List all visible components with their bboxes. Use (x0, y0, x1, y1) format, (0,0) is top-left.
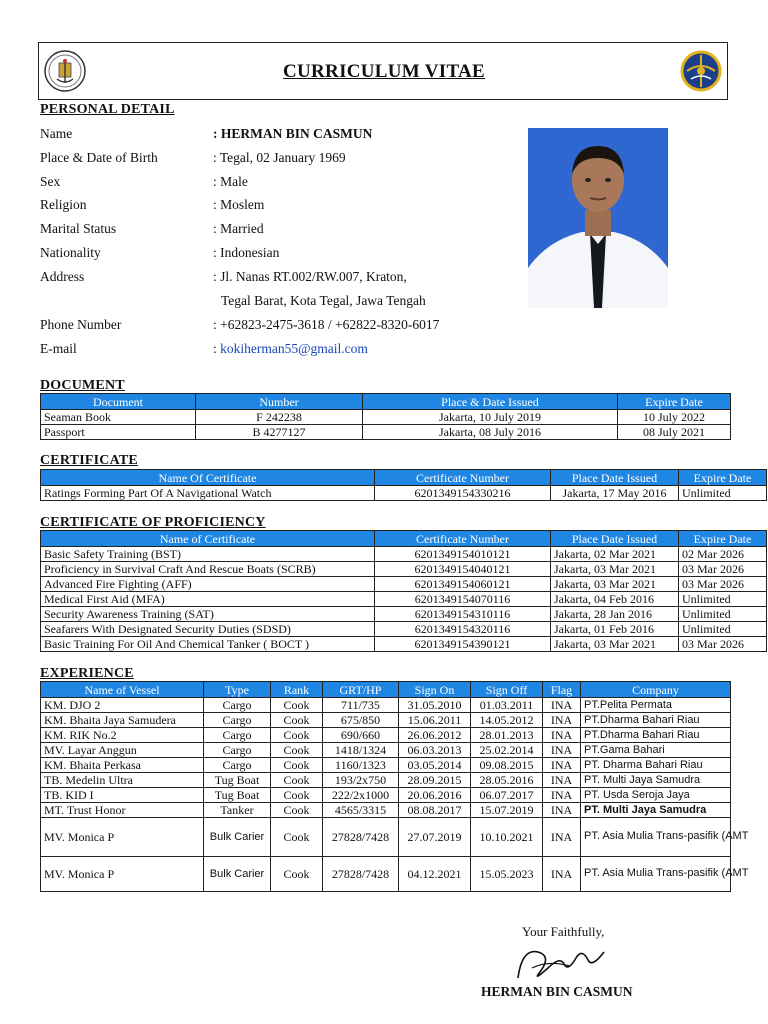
table-cell: Cargo (204, 713, 271, 728)
table-cell: Cook (271, 713, 323, 728)
col-header: Number (196, 394, 363, 410)
table-row (41, 410, 731, 425)
signatory-name: HERMAN BIN CASMUN (481, 984, 633, 999)
table-cell: 675/850 (323, 713, 399, 728)
table-cell: PT. Dharma Bahari Riau (581, 758, 731, 773)
col-header: Sign Off (471, 682, 543, 698)
table-cell: INA (543, 788, 581, 803)
table-cell: Cook (271, 818, 323, 857)
table-cell: INA (543, 773, 581, 788)
table-cell: Proficiency in Survival Craft And Rescue Boats (SCRB) (41, 562, 375, 577)
table-cell: 6201349154070116 (375, 592, 551, 607)
table-cell: 15.06.2011 (399, 713, 471, 728)
table-cell: INA (543, 728, 581, 743)
table-cell: Cargo (204, 698, 271, 713)
label-address: Address (40, 269, 85, 284)
table-cell: Jakarta, 08 July 2016 (363, 425, 618, 440)
table-cell: Cargo (204, 758, 271, 773)
table-cell: 01.03.2011 (471, 698, 543, 713)
value-religion: : Moslem (213, 197, 265, 212)
value-marital-status: : Married (213, 221, 264, 236)
table-cell: Cargo (204, 743, 271, 758)
table-cell: 31.05.2010 (399, 698, 471, 713)
section-title-document: DOCUMENT (40, 378, 125, 393)
table-cell: MT. Trust Honor (41, 803, 204, 818)
table-cell: INA (543, 818, 581, 857)
col-header: Type (204, 682, 271, 698)
table-cell: 25.02.2014 (471, 743, 543, 758)
table-cell: KM. RIK No.2 (41, 728, 204, 743)
email-prefix: : (213, 341, 221, 356)
table-cell: 6201349154040121 (375, 562, 551, 577)
table-cell: INA (543, 713, 581, 728)
profile-photo (528, 128, 668, 308)
table-cell: TB. KID I (41, 788, 204, 803)
col-header: Certificate Number (375, 470, 551, 486)
table-row (41, 622, 767, 637)
table-cell: 08.08.2017 (399, 803, 471, 818)
table-cell: 03 Mar 2026 (679, 562, 767, 577)
signature (508, 938, 618, 986)
table-cell: PT. Asia Mulia Trans-pasifik (AMT (581, 857, 731, 892)
table-cell: PT.Gama Bahari (581, 743, 731, 758)
col-header: Place Date Issued (551, 470, 679, 486)
value-address-line2: Tegal Barat, Kota Tegal, Jawa Tengah (221, 293, 426, 308)
table-cell: 193/2x750 (323, 773, 399, 788)
table-row (41, 743, 731, 758)
table-cell: Jakarta, 01 Feb 2016 (551, 622, 679, 637)
label-sex: Sex (40, 174, 61, 189)
table-row (41, 728, 731, 743)
table-cell: Jakarta, 03 Mar 2021 (551, 577, 679, 592)
table-cell: Cook (271, 788, 323, 803)
value-address-line1: : Jl. Nanas RT.002/RW.007, Kraton, (213, 269, 407, 284)
header-box (38, 42, 728, 100)
table-cell: Basic Safety Training (BST) (41, 547, 375, 562)
table-cell: Tug Boat (204, 773, 271, 788)
table-cell: TB. Medelin Ultra (41, 773, 204, 788)
table-cell: 6201349154060121 (375, 577, 551, 592)
table-cell: Jakarta, 02 Mar 2021 (551, 547, 679, 562)
label-religion: Religion (40, 197, 87, 212)
table-cell: INA (543, 743, 581, 758)
ministry-logo (679, 49, 723, 93)
table-cell: Cook (271, 758, 323, 773)
table-row (41, 425, 731, 440)
col-header: Place Date Issued (551, 531, 679, 547)
table-row (41, 547, 767, 562)
table-cell: 4565/3315 (323, 803, 399, 818)
table-cell: INA (543, 698, 581, 713)
table-cell: Cargo (204, 728, 271, 743)
table-cell: 6201349154330216 (375, 486, 551, 501)
table-cell: PT. Asia Mulia Trans-pasifik (AMT (581, 818, 731, 857)
col-header: Flag (543, 682, 581, 698)
value-email (213, 341, 368, 357)
table-cell: Cook (271, 698, 323, 713)
col-header: Company (581, 682, 731, 698)
table-cell: Jakarta, 10 July 2019 (363, 410, 618, 425)
value-birth: : Tegal, 02 January 1969 (213, 150, 346, 165)
table-cell: Jakarta, 03 Mar 2021 (551, 562, 679, 577)
table-cell: Cook (271, 857, 323, 892)
table-cell: 1418/1324 (323, 743, 399, 758)
col-header: Certificate Number (375, 531, 551, 547)
table-cell: Unlimited (679, 607, 767, 622)
table-cell: 6201349154310116 (375, 607, 551, 622)
label-nationality: Nationality (40, 245, 101, 260)
table-cell: Advanced Fire Fighting (AFF) (41, 577, 375, 592)
table-cell: INA (543, 857, 581, 892)
table-cell: Cook (271, 803, 323, 818)
table-cell: 15.07.2019 (471, 803, 543, 818)
table-cell: 03 Mar 2026 (679, 577, 767, 592)
table-cell: Jakarta, 03 Mar 2021 (551, 637, 679, 652)
table-cell: 222/2x1000 (323, 788, 399, 803)
table-cell: Basic Training For Oil And Chemical Tanker ( BOCT ) (41, 637, 375, 652)
table-cell: 690/660 (323, 728, 399, 743)
section-title-certificate: CERTIFICATE (40, 453, 138, 468)
table-cell: PT. Multi Jaya Samudra (581, 803, 731, 818)
table-cell: 09.08.2015 (471, 758, 543, 773)
table-row (41, 773, 731, 788)
table-cell: PT.Dharma Bahari Riau (581, 713, 731, 728)
table-cell: Security Awareness Training (SAT) (41, 607, 375, 622)
table-cell: Bulk Carier (204, 857, 271, 892)
table-row (41, 562, 767, 577)
table-row (41, 788, 731, 803)
proficiency-table (40, 530, 767, 652)
value-sex: : Male (213, 174, 248, 189)
col-header: Rank (271, 682, 323, 698)
label-email: E-mail (40, 341, 77, 356)
table-cell: Jakarta, 17 May 2016 (551, 486, 679, 501)
label-marital-status: Marital Status (40, 221, 117, 236)
table-cell: MV. Monica P (41, 818, 204, 857)
table-cell: Unlimited (679, 622, 767, 637)
table-cell: Unlimited (679, 486, 767, 501)
value-phone: : +62823-2475-3618 / +62822-8320-6017 (213, 317, 440, 332)
table-cell: 711/735 (323, 698, 399, 713)
table-cell: 03 Mar 2026 (679, 637, 767, 652)
table-cell: 6201349154010121 (375, 547, 551, 562)
label-name: Name (40, 126, 73, 141)
table-cell: Jakarta, 28 Jan 2016 (551, 607, 679, 622)
table-cell: 20.06.2016 (399, 788, 471, 803)
table-row (41, 713, 731, 728)
table-cell: 14.05.2012 (471, 713, 543, 728)
table-cell: 10 July 2022 (618, 410, 731, 425)
table-cell: 28.09.2015 (399, 773, 471, 788)
value-nationality: : Indonesian (213, 245, 280, 260)
col-header: Name of Certificate (41, 531, 375, 547)
col-header: Expire Date (679, 531, 767, 547)
table-cell: 06.03.2013 (399, 743, 471, 758)
table-cell: INA (543, 803, 581, 818)
table-cell: PT. Usda Seroja Jaya (581, 788, 731, 803)
table-cell: PT.Dharma Bahari Riau (581, 728, 731, 743)
table-row (41, 637, 767, 652)
table-cell: 1160/1323 (323, 758, 399, 773)
table-cell: Tanker (204, 803, 271, 818)
table-cell: PT. Multi Jaya Samudra (581, 773, 731, 788)
table-cell: Seaman Book (41, 410, 196, 425)
table-cell: 15.05.2023 (471, 857, 543, 892)
closing-greeting: Your Faithfully, (522, 924, 605, 939)
table-cell: 08 July 2021 (618, 425, 731, 440)
table-cell: KM. Bhaita Perkasa (41, 758, 204, 773)
table-cell: B 4277127 (196, 425, 363, 440)
table-cell: INA (543, 758, 581, 773)
table-cell: KM. DJO 2 (41, 698, 204, 713)
table-cell: MV. Monica P (41, 857, 204, 892)
table-cell: 28.01.2013 (471, 728, 543, 743)
col-header: Expire Date (679, 470, 767, 486)
section-title-experience: EXPERIENCE (40, 666, 134, 681)
value-name: : HERMAN BIN CASMUN (213, 126, 373, 141)
page-title: CURRICULUM VITAE (282, 61, 486, 82)
col-header: Name of Vessel (41, 682, 204, 698)
table-cell: F 242238 (196, 410, 363, 425)
table-row (41, 486, 767, 501)
document-table (40, 393, 731, 440)
table-row (41, 592, 767, 607)
col-header: Expire Date (618, 394, 731, 410)
table-cell: 10.10.2021 (471, 818, 543, 857)
col-header: Sign On (399, 682, 471, 698)
table-cell: PT.Pelita Permata (581, 698, 731, 713)
table-cell: 06.07.2017 (471, 788, 543, 803)
table-cell: 6201349154390121 (375, 637, 551, 652)
table-cell: Unlimited (679, 592, 767, 607)
table-cell: 04.12.2021 (399, 857, 471, 892)
col-header: Place & Date Issued (363, 394, 618, 410)
table-cell: KM. Bhaita Jaya Samudera (41, 713, 204, 728)
label-phone: Phone Number (40, 317, 122, 332)
table-row (41, 607, 767, 622)
email-link[interactable]: kokiherman55@gmail.com (220, 341, 368, 356)
col-header: Document (41, 394, 196, 410)
experience-table (40, 681, 749, 892)
table-cell: Bulk Carier (204, 818, 271, 857)
table-cell: Cook (271, 743, 323, 758)
table-row (41, 857, 731, 892)
table-cell: Passport (41, 425, 196, 440)
table-cell: 27828/7428 (323, 857, 399, 892)
label-birth: Place & Date of Birth (40, 150, 158, 165)
table-row (41, 803, 731, 818)
table-row (41, 818, 731, 857)
table-cell: 28.05.2016 (471, 773, 543, 788)
table-cell: MV. Layar Anggun (41, 743, 204, 758)
table-cell: 27.07.2019 (399, 818, 471, 857)
col-header: GRT/HP (323, 682, 399, 698)
table-cell: Medical First Aid (MFA) (41, 592, 375, 607)
col-header: Name Of Certificate (41, 470, 375, 486)
table-row (41, 577, 767, 592)
table-cell: Seafarers With Designated Security Duties (SDSD) (41, 622, 375, 637)
table-cell: Ratings Forming Part Of A Navigational Watch (41, 486, 375, 501)
section-title-personal: PERSONAL DETAIL (40, 102, 175, 117)
table-cell: 6201349154320116 (375, 622, 551, 637)
table-cell: 02 Mar 2026 (679, 547, 767, 562)
table-cell: 03.05.2014 (399, 758, 471, 773)
table-cell: Cook (271, 773, 323, 788)
table-row (41, 698, 731, 713)
table-cell: Tug Boat (204, 788, 271, 803)
certificate-table (40, 469, 767, 501)
table-cell: 27828/7428 (323, 818, 399, 857)
section-title-proficiency: CERTIFICATE OF PROFICIENCY (40, 515, 266, 530)
table-cell: Jakarta, 04 Feb 2016 (551, 592, 679, 607)
table-cell: Cook (271, 728, 323, 743)
table-row (41, 758, 731, 773)
table-cell: 26.06.2012 (399, 728, 471, 743)
